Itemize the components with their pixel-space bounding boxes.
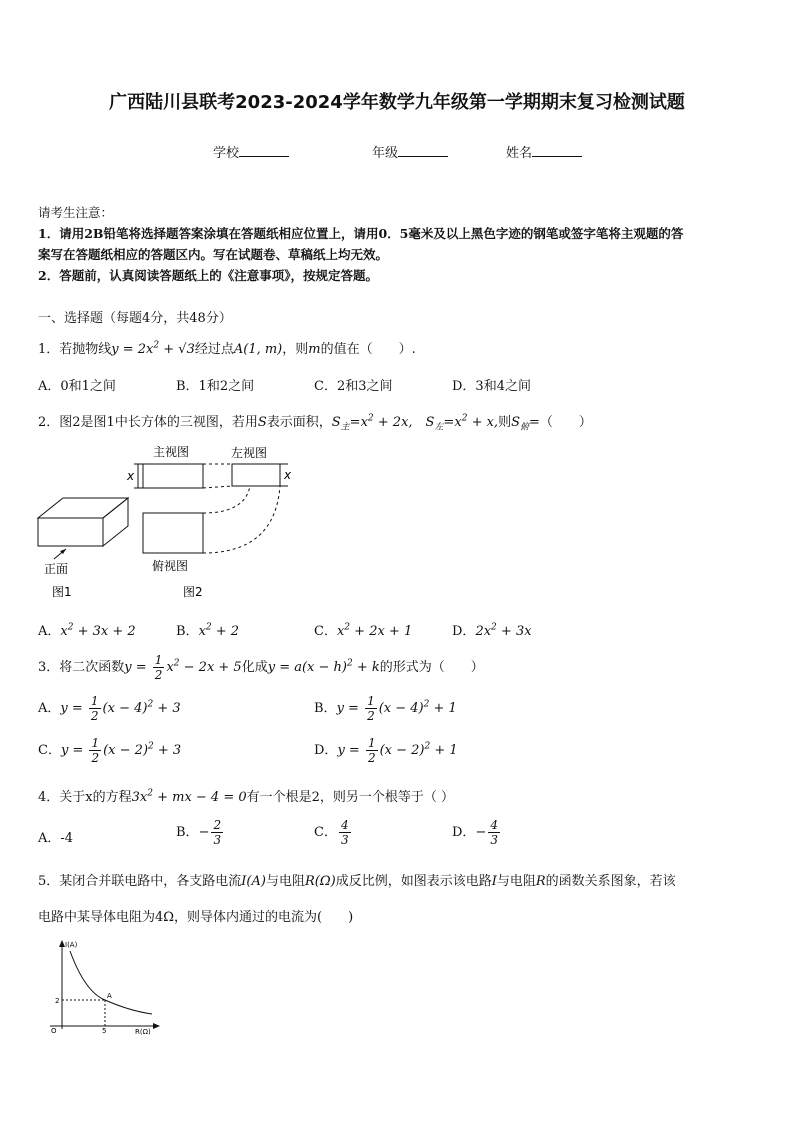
question-4-stem	[38, 786, 454, 805]
q2-s-top: $S_俯$	[511, 415, 529, 433]
point-a-label: A	[107, 992, 112, 1000]
q1-option-a[interactable]: A．0和1之间	[38, 379, 116, 394]
q1-option-b[interactable]: B．1和2之间	[176, 379, 255, 394]
grade-blank	[398, 144, 448, 157]
q5-resistance: R(Ω)	[304, 874, 336, 889]
x-label-main: x	[127, 469, 135, 483]
notice-item-1a: 1．请用2B铅笔将选择题答案涂填在答题纸相应位置上，请用0．5毫米及以上黑色字迹的钢笔或签字笔将主观题的答	[38, 226, 684, 241]
q5-var-i: I	[491, 874, 497, 889]
main-view-rect	[143, 464, 203, 488]
q4-option-b[interactable]	[176, 818, 225, 847]
q2-option-b[interactable]	[176, 620, 239, 639]
q2-text-pre: 2．图2是图1中长方体的三视图，若用	[38, 415, 258, 430]
q4-b-value: − $\frac{2}{3}$	[198, 818, 222, 847]
name-field	[506, 142, 582, 161]
grade-field	[372, 142, 448, 161]
q2-a-expr: $x^2 + 3x + 2$	[60, 622, 136, 639]
q3-text-pre: 3．将二次函数	[38, 660, 125, 675]
q4-a-label: A．	[38, 831, 61, 846]
q5-text-mid: 与电阻	[265, 874, 305, 889]
q3-formula: y = $\frac{1}{2}$ $x^2 - 2x + 5$	[124, 653, 242, 682]
q1-option-d[interactable]: D．3和4之间	[452, 379, 531, 394]
q4-a-value: -4	[60, 831, 74, 846]
section-heading: 一、选择题（每题4分，共48分）	[38, 311, 232, 326]
q2-d-expr: $2x^2 + 3x$	[475, 622, 532, 639]
q3-d-label: D．	[314, 743, 338, 758]
q2-figure	[30, 440, 300, 605]
question-5-line-2: 电路中某导体电阻为4Ω，则导体内通过的电流为( )	[38, 910, 354, 925]
q1-text-end: 的值在（ ）.	[320, 342, 416, 357]
q2-c-expr: $x^2 + 2x + 1$	[336, 622, 413, 639]
q5-text-mid2: 成反比例，如图表示该电路	[335, 874, 492, 889]
q5-graph	[40, 937, 170, 1037]
left-view-label: 左视图	[231, 446, 268, 460]
fig2-label: 图2	[183, 585, 203, 599]
main-view-label: 主视图	[153, 445, 190, 459]
q2-b-expr: $x^2 + 2$	[198, 622, 240, 639]
q4-c-value: $\frac{4}{3}$	[340, 818, 349, 847]
q2-option-a[interactable]	[38, 620, 136, 639]
notice-item-2: 2．答题前，认真阅读答题纸上的《注意事项》，按规定答题。	[38, 268, 378, 283]
school-blank	[239, 144, 289, 157]
q3-option-c[interactable]	[38, 736, 181, 765]
q1-text-post: ，则	[282, 342, 309, 357]
left-view-rect	[232, 464, 280, 486]
q5-current: I(A)	[241, 874, 266, 889]
q2-b-label: B．	[176, 624, 199, 639]
origin-label: O	[51, 1027, 57, 1035]
q5-var-r: R	[535, 874, 546, 889]
x-label-left: x	[284, 468, 292, 482]
q5-text-pre: 5．某闭合并联电路中，各支路电流	[38, 874, 242, 889]
q1-text-pre: 1．若抛物线	[38, 342, 112, 357]
q4-d-label: D．	[452, 825, 476, 840]
question-5-line-1	[38, 870, 676, 889]
q3-option-b[interactable]	[314, 694, 457, 723]
q4-text-pre: 4．关于x的方程	[38, 790, 132, 805]
q2-option-d[interactable]	[452, 620, 532, 639]
cuboid-figure	[38, 498, 128, 546]
x-tick-label: 5	[102, 1027, 107, 1035]
q3-text-mid: 化成	[241, 660, 268, 675]
q2-a-label: A．	[38, 624, 61, 639]
q4-equation: $3x^2$ + mx − 4 = 0	[131, 788, 247, 805]
q2-text-mid: 表示面积，	[266, 415, 332, 430]
fig1-label: 图1	[52, 585, 72, 599]
q3-option-d[interactable]	[314, 736, 458, 765]
q1-text-mid: 经过点	[194, 342, 234, 357]
q2-d-label: D．	[452, 624, 476, 639]
question-1-stem	[38, 338, 416, 357]
notice-item-1b: 案写在答题纸相应的答题区内。写在试题卷、草稿纸上均无效。	[38, 247, 389, 262]
front-label: 正面	[44, 562, 69, 576]
q3-a-expr: y = $\frac{1}{2}$ $(x - 4)^2 + 3$	[60, 694, 181, 723]
q3-c-label: C．	[38, 743, 61, 758]
q4-d-value: − $\frac{4}{3}$	[475, 818, 498, 847]
q3-b-label: B．	[314, 701, 337, 716]
question-2-stem: 2．图2是图1中长方体的三视图，若用S表示面积，$S_主=x^2 + 2x$, $S_左=x^2 + x$,则$S_俯=$（ ）	[38, 413, 592, 433]
q3-c-expr: y = $\frac{1}{2}$ $(x - 2)^2 + 3$	[60, 736, 182, 765]
q4-c-label: C．	[314, 825, 337, 840]
q3-d-expr: y = $\frac{1}{2}$ $(x - 2)^2 + 1$	[337, 736, 458, 765]
name-blank	[532, 144, 582, 157]
q5-text-mid3: 与电阻	[496, 874, 536, 889]
q1-option-c[interactable]: C．2和3之间	[314, 379, 393, 394]
q3-target-form: $y = a(x - h)^2 + k$	[267, 658, 380, 675]
q3-option-a[interactable]	[38, 694, 181, 723]
q1-formula: $y = 2x^2 + √3$	[111, 340, 195, 357]
q3-a-label: A．	[38, 701, 61, 716]
page-title: 广西陆川县联考2023-2024学年数学九年级第一学期期末复习检测试题	[109, 92, 685, 113]
y-tick-label: 2	[55, 997, 60, 1005]
q3-b-expr: y = $\frac{1}{2}$ $(x - 4)^2 + 1$	[336, 694, 457, 723]
notice-heading: 请考生注意：	[38, 205, 114, 220]
top-view-rect	[143, 513, 203, 553]
q4-b-label: B．	[176, 825, 199, 840]
school-field	[213, 142, 289, 161]
school-label: 学校	[213, 146, 240, 161]
q2-text-end: =（ ）	[529, 415, 592, 430]
question-3-stem	[38, 653, 484, 682]
q5-text-end: 的函数关系图象，若该	[545, 874, 676, 889]
q4-text-end: 有一个根是2，则另一个根等于（ ）	[246, 790, 455, 805]
q2-s-main: $S_主=x^2 + 2x$, $S_左=x^2 + x$,	[331, 413, 499, 433]
x-axis-label: R(Ω)	[135, 1028, 151, 1036]
q2-option-c[interactable]	[314, 620, 412, 639]
y-axis-label: I(A)	[65, 941, 78, 949]
inverse-curve	[70, 951, 152, 1014]
q1-point: A(1, m)	[233, 342, 283, 357]
projection-lines	[203, 464, 280, 553]
name-label: 姓名	[506, 146, 533, 161]
q2-c-label: C．	[314, 624, 337, 639]
q3-text-end: 的形式为（ ）	[379, 660, 484, 675]
top-view-label: 俯视图	[152, 559, 189, 573]
q4-option-d[interactable]	[452, 818, 502, 847]
q4-option-a[interactable]	[38, 827, 73, 846]
q1-var-m: m	[308, 342, 321, 357]
grade-label: 年级	[372, 146, 399, 161]
q4-option-c[interactable]	[314, 818, 353, 847]
q2-var-s: S	[257, 415, 267, 430]
